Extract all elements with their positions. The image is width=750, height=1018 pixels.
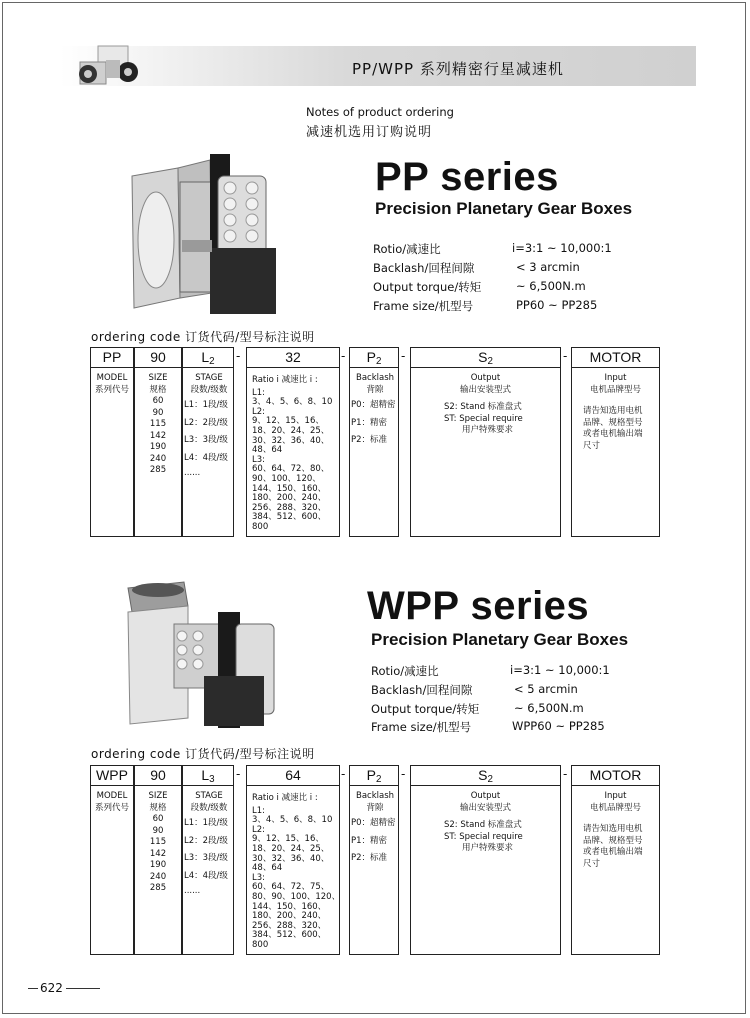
pp-code-ratio: 32 — [285, 349, 301, 365]
pp-spec-torque-value: ~ 6,500N.m — [516, 279, 586, 293]
wpp-code-motor: MOTOR — [589, 767, 642, 783]
pp-code-stage: $L_2$ — [201, 349, 215, 367]
wpp-spec-backlash-value: < 5 arcmin — [514, 682, 578, 696]
pp-spec-frame-value: PP60 ~ PP285 — [516, 298, 598, 312]
wpp-dash-3: - — [401, 767, 406, 781]
wpp-ordering-label: ordering code 订货代码/型号标注说明 — [91, 747, 315, 761]
wpp-dash-2: - — [341, 767, 346, 781]
wpp-code-output: $S_2$ — [478, 767, 493, 785]
pp-code-motor: MOTOR — [589, 349, 642, 365]
pp-code-backlash: $P_2$ — [366, 349, 382, 367]
page-number-line-right — [66, 988, 100, 989]
pp-ordering-label: ordering code 订货代码/型号标注说明 — [91, 330, 315, 344]
header-title: PP/WPP 系列精密行星减速机 — [352, 60, 564, 78]
wpp-spec-torque-value: ~ 6,500N.m — [514, 701, 584, 715]
wpp-spec-torque-label: Output torque/转矩 — [371, 702, 480, 716]
page-number-line-left — [28, 988, 38, 989]
pp-spec-torque-label: Output torque/转矩 — [373, 280, 482, 294]
pp-series-subtitle: Precision Planetary Gear Boxes — [375, 199, 633, 218]
wpp-model-desc: MODEL 系列代号 — [94, 791, 129, 813]
wpp-code-ratio: 64 — [285, 767, 301, 783]
wpp-output-desc: Output 输出安装型式 S2: Stand 标准盘式 ST: Special require 用户特殊要求 — [444, 791, 523, 853]
wpp-code-model: WPP — [96, 767, 128, 783]
pp-spec-ratio-value: i=3:1 ~ 10,000:1 — [512, 241, 612, 255]
pp-backlash-list: Backlash 背隙 P0：超精密 P1：精密 P2：标准 — [351, 373, 396, 445]
pp-motor-desc: Input 电机品牌型号 请告知选用电机 品牌、规格型号 或者电机输出端 尺寸 — [583, 373, 643, 451]
pp-stage-list: STAGE 段数/级数 L1：1段/级 L2：2段/级 L3：3段/级 L4：4段/级 ...... — [184, 373, 228, 478]
pp-spec-ratio-label: Rotio/减速比 — [373, 242, 441, 256]
wpp-code-size: 90 — [150, 767, 166, 783]
wpp-stage-list: STAGE 段数/级数 L1：1段/级 L2：2段/级 L3：3段/级 L4：4段/级 ...... — [184, 791, 228, 896]
wpp-code-stage: $L_3$ — [201, 767, 215, 785]
wpp-code-backlash: $P_2$ — [366, 767, 382, 785]
pp-spec-backlash-label: Backlash/回程间隙 — [373, 261, 475, 275]
pp-output-desc: Output 输出安装型式 S2: Stand 标准盘式 ST: Special require 用户特殊要求 — [444, 373, 523, 435]
notes-english: Notes of product ordering — [306, 105, 454, 119]
wpp-series-title: WPP series — [367, 584, 590, 628]
pp-ratio-list: Ratio i 减速比 i : L1: 3、4、5、6、8、10 L2: 9、12、15、16、 18、20、24、25、 30、32、36、40、 48、64 L3: 60、64、72、80、 90、100、120、 144、150、160、 180、200、240、 256、288、320、 384、512、600、 800 — [252, 375, 333, 532]
wpp-backlash-list: Backlash 背隙 P0：超精密 P1：精密 P2：标准 — [351, 791, 396, 863]
pp-gearbox-image — [118, 148, 288, 318]
pp-spec-backlash-value: < 3 arcmin — [516, 260, 580, 274]
wpp-size-list: SIZE 规格 60 90 115 142 190 240 285 — [148, 791, 168, 893]
pp-series-title: PP series — [375, 155, 559, 199]
notes-chinese: 减速机选用订购说明 — [306, 125, 433, 140]
pp-code-model: PP — [102, 349, 122, 365]
wpp-spec-ratio-value: i=3:1 ~ 10,000:1 — [510, 663, 610, 677]
pp-dash-2: - — [341, 349, 346, 363]
pp-code-size: 90 — [150, 349, 166, 365]
wpp-gearbox-image — [118, 568, 278, 728]
gearbox-thumbnail-image — [70, 42, 150, 90]
page-number: 622 — [40, 981, 63, 995]
pp-size-list: SIZE 规格 60 90 115 142 190 240 285 — [148, 373, 168, 475]
wpp-spec-backlash-label: Backlash/回程间隙 — [371, 683, 473, 697]
wpp-spec-frame-value: WPP60 ~ PP285 — [512, 719, 605, 733]
pp-model-desc: MODEL 系列代号 — [94, 373, 129, 395]
wpp-spec-frame-label: Frame size/机型号 — [371, 720, 472, 734]
pp-code-output: $S_2$ — [478, 349, 493, 367]
wpp-ratio-list: Ratio i 减速比 i : L1: 3、4、5、6、8、10 L2: 9、12、15、16、 18、20、24、25、 30、32、36、40、 48、64 L3: 60、64、72、75、 80、90、100、120、 144、150、160、 180、200、240、 256、288、320、 384、512、600、 800 — [252, 793, 341, 950]
wpp-dash-1: - — [236, 767, 241, 781]
pp-spec-frame-label: Frame size/机型号 — [373, 299, 474, 313]
pp-dash-4: - — [563, 349, 568, 363]
pp-dash-1: - — [236, 349, 241, 363]
pp-dash-3: - — [401, 349, 406, 363]
wpp-spec-ratio-label: Rotio/减速比 — [371, 664, 439, 678]
wpp-motor-desc: Input 电机品牌型号 请告知选用电机 品牌、规格型号 或者电机输出端 尺寸 — [583, 791, 643, 869]
wpp-dash-4: - — [563, 767, 568, 781]
wpp-series-subtitle: Precision Planetary Gear Boxes — [371, 630, 629, 649]
